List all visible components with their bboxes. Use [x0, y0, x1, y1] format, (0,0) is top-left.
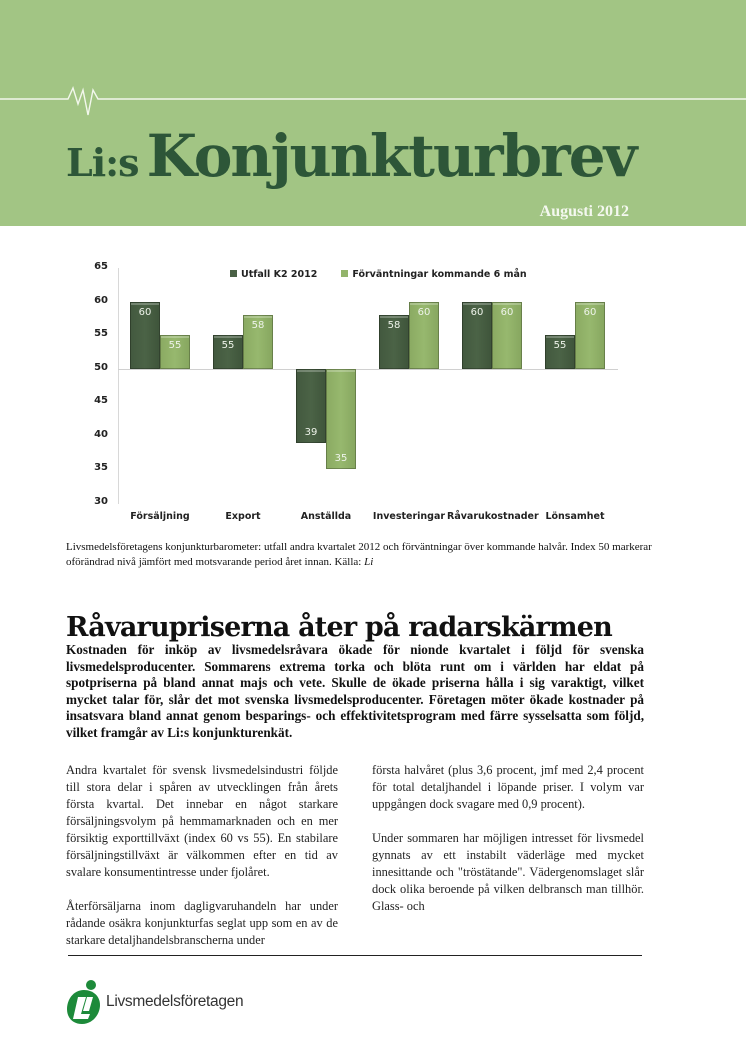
- footer-divider: [68, 955, 642, 956]
- y-tick-label: 50: [94, 361, 108, 373]
- footer-logo: [65, 978, 243, 1026]
- bar-value-label: 35: [334, 453, 348, 465]
- paragraph: Under sommaren har möjligen intresset för livsmedel gynnats av ett instabilt väderläge med mycket innesittande och "tröstätande". Vädergenomslaget slår dock olika beroende på vilken delbransch man tillhör. Glass- och: [372, 831, 644, 913]
- paragraph: Återförsäljarna inom dagligvaruhandeln har under rådande osäkra konjunkturfas seglat upp som en av de starkare detaljhandelsbranscherna under: [66, 899, 338, 947]
- y-tick-label: 35: [94, 462, 108, 474]
- bar-value-label: 55: [168, 340, 182, 352]
- y-tick-label: 40: [94, 428, 108, 440]
- paragraph: Andra kvartalet för svensk livsmedelsindustri följde till stora delar i spåren av utvecklingen från årets första kvartal. Det innebar en något starkare försäljningsvolym på hemmamarknaden och en mer försiktig exporttillväxt (index 60 vs 55). En stabilare försäljningstillväxt är välkommen efter en tid av svalare konsumentintresse under fjolåret.: [66, 763, 338, 879]
- bar-value-label: 39: [304, 426, 318, 438]
- bar: [575, 302, 605, 369]
- legend-swatch-dark: [230, 270, 237, 277]
- baseline-50: [118, 369, 618, 370]
- y-tick-label: 60: [94, 294, 108, 306]
- y-tick-label: 55: [94, 328, 108, 340]
- bar: [243, 315, 273, 369]
- bar-value-label: 60: [138, 306, 152, 318]
- bar-value-label: 58: [251, 320, 265, 331]
- bar: [379, 315, 409, 369]
- bar: [545, 335, 575, 369]
- logo-text: Livsmedelsföretagen: [106, 993, 244, 1010]
- bar-value-label: 60: [500, 306, 514, 318]
- x-category-label: Försäljning: [130, 511, 190, 522]
- article-column-2: [372, 762, 644, 932]
- y-tick-label: 65: [94, 261, 108, 272]
- chart-caption: Livsmedelsföretagens konjunkturbarometer: utfall andra kvartalet 2012 och förväntningar över kommande halvår. Index 50 markerar oförändrad nivå jämfört med motsvarande period året innan. Källa: Li: [66, 541, 652, 568]
- bar: [492, 302, 522, 369]
- bar-value-label: 60: [470, 306, 484, 318]
- y-axis: [118, 268, 119, 504]
- y-tick-label: 30: [94, 496, 108, 507]
- x-category-label: Export: [225, 511, 261, 522]
- chart-legend: [230, 269, 527, 280]
- article-headline: Råvarupriserna åter på radarskärmen: [66, 612, 612, 643]
- bar-value-label: 58: [387, 320, 401, 331]
- article-column-1: [66, 762, 338, 966]
- bar-value-label: 55: [553, 340, 567, 352]
- x-category-label: Råvarukostnader: [447, 511, 539, 522]
- bar-value-label: 60: [583, 306, 597, 318]
- bar: [326, 369, 356, 470]
- bar-value-label: 60: [417, 306, 431, 318]
- bar: [462, 302, 492, 369]
- y-tick-label: 45: [94, 395, 108, 407]
- x-category-label: Lönsamhet: [545, 511, 605, 522]
- brand-prefix: Li:s: [66, 140, 139, 185]
- article-lead: Kostnaden för inköp av livsmedelsråvara ökade för nionde kvartalet i följd för svenska livsmedelsproducenter. Sommarens extrema torka och blöta runt om i världen har eldat på spotpriserna på bland annat majs och vete. Skulle de ökade priserna hålla i sig varaktigt, vilket mycket talar för, slår det mot svenska livsmedelsproducenter. Företagen möter ökade kostnader på insatsvara bland annat genom besparings- och effektivitetsprogram med färre sysselsatta som följd, vilket framgår av Li:s konjunkturenkät.: [66, 642, 644, 740]
- legend-swatch-light: [341, 270, 348, 277]
- legend-item-actual: Utfall K2 2012: [230, 269, 317, 280]
- x-category-label: Anställda: [300, 511, 352, 522]
- bar: [160, 335, 190, 369]
- livsmedelsforetagen-logo-icon: [65, 978, 103, 1026]
- x-category-label: Investeringar: [372, 511, 446, 522]
- bar: [213, 335, 243, 369]
- bar: [130, 302, 160, 369]
- bar: [296, 369, 326, 443]
- paragraph: första halvåret (plus 3,6 procent, jmf med 2,4 procent för total detaljhandel i löpande priser. I volym var uppgången dock svagare med 0,9 procent).: [372, 763, 644, 811]
- legend-item-expected: Förväntningar kommande 6 mån: [341, 269, 526, 280]
- title-text: Konjunkturbrev: [146, 122, 636, 190]
- bar: [409, 302, 439, 369]
- bar-value-label: 55: [221, 340, 235, 352]
- issue-date: Augusti 2012: [539, 203, 629, 220]
